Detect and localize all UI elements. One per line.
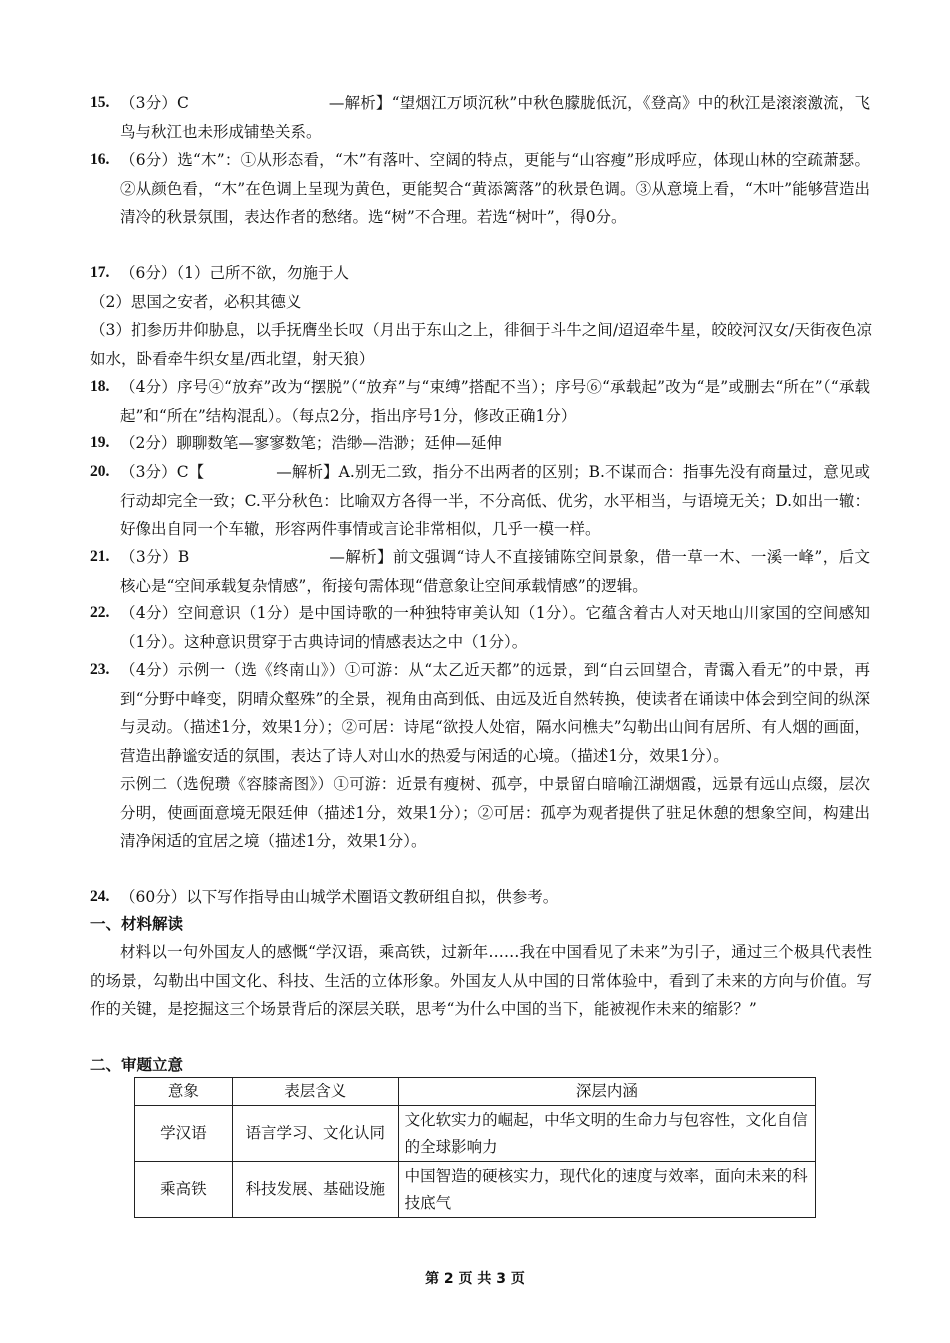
answer-19-text: （2分）聊聊数笔—寥寥数笔；浩缈—浩渺；廷伸—延伸 (120, 434, 502, 452)
topic-analysis-table (134, 1077, 816, 1218)
answer-24-text: （60分）以下写作指导由山城学术圈语文教研组自拟，供参考。 (120, 888, 559, 906)
section-heading-material: 一、材料解读 (90, 915, 184, 933)
answer-22 (90, 599, 870, 656)
page-number-footer: 第 2 页 共 3 页 (425, 1271, 525, 1287)
question-number: 16. (90, 151, 110, 168)
table-cell: 学汉语 (135, 1106, 233, 1162)
answer-17-line-1: （6分）（1）己所不欲，勿施于人 (120, 264, 349, 282)
table-header-cell: 深层内涵 (398, 1078, 815, 1106)
answer-15-text: —解析】“望烟江万顷沉秋”中秋色朦胧低沉，《登高》中的秋江是滚滚激流，飞鸟与秋江也未形成铺垫关系。 (120, 94, 870, 141)
table-row (135, 1106, 816, 1162)
answer-16 (90, 146, 870, 232)
question-number: 20. (90, 463, 110, 480)
answer-23 (90, 656, 870, 856)
question-number: 15. (90, 94, 110, 111)
answer-21 (90, 543, 870, 600)
answer-15-score: （3分）C (120, 94, 189, 112)
answer-23-text-2: 示例二（选倪瓒《容膝斋图》）①可游：近景有瘦树、孤亭，中景留白暗喻江湖烟霞，远景有远山点缀，层次分明，使画面意境无限廷伸（描述1分，效果1分）；②可居：孤亭为观者提供了驻足休憩的想象空间，构建出清净闲适的宜居之境（描述1分，效果1分）。 (120, 775, 870, 850)
answer-17 (90, 259, 870, 288)
question-number: 23. (90, 661, 110, 678)
table-cell: 语言学习、文化认同 (232, 1106, 398, 1162)
table-header-cell: 表层含义 (232, 1078, 398, 1106)
question-number: 19. (90, 434, 110, 451)
answer-21-text: —解析】前文强调“诗人不直接铺陈空间景象，借一草一木、一溪一峰”，后文核心是“空间承载复杂情感”，衔接句需体现“借意象让空间承载情感”的逻辑。 (120, 548, 870, 595)
table-header-cell: 意象 (135, 1078, 233, 1106)
answer-20 (90, 458, 870, 544)
answer-17-line-3: （3）扪参历井仰胁息，以手抚膺坐长叹（月出于东山之上，徘徊于斗牛之间/迢迢牵牛星，皎皎河汉女/天街夜色凉如水，卧看牵牛织女星/西北望，射天狼） (90, 321, 872, 368)
answer-20-score: （3分）C【 (120, 463, 205, 481)
answer-23-text: （4分）示例一（选《终南山》）①可游：从“太乙近天都”的远景，到“白云回望合，青霭入看无”的中景，再到“分野中峰变，阴晴众壑殊”的全景，视角由高到低、由远及近自然转换，使读者在诵读中体会到空间的纵深与灵动。（描述1分，效果1分）；②可居：诗尾“欲投人处宿，隔水问樵夫”勾勒出山间有居所、有人烟的画面，营造出静谧安适的氛围，表达了诗人对山水的热爱与闲适的心境。（描述1分，效果1分）。 (120, 661, 870, 765)
question-number: 21. (90, 548, 110, 565)
table-cell: 文化软实力的崛起，中华文明的生命力与包容性，文化自信的全球影响力 (398, 1106, 815, 1162)
table-cell: 乘高铁 (135, 1162, 233, 1218)
question-number: 22. (90, 604, 110, 621)
question-number: 18. (90, 378, 110, 395)
table-row (135, 1162, 816, 1218)
answer-18 (90, 373, 870, 430)
answer-21-score: （3分）B (120, 548, 190, 566)
answer-19 (90, 429, 870, 458)
answer-24 (90, 883, 870, 912)
question-number: 24. (90, 888, 110, 905)
material-interpretation-text: 材料以一句外国友人的感慨“学汉语，乘高铁，过新年……我在中国看见了未来”为引子，通过三个极具代表性的场景，勾勒出中国文化、科技、生活的立体形象。外国友人从中国的日常体验中，看到了未来的方向与价值。写作的关键，是挖掘这三个场景背后的深层关联，思考“为什么中国的当下，能被视作未来的缩影？” (90, 943, 872, 1018)
question-number: 17. (90, 264, 110, 281)
answer-18-text: （4分）序号④“放弃”改为“摆脱”（“放弃”与“束缚”搭配不当）；序号⑥“承载起”改为“是”或删去“所在”（“承载起”和“所在”结构混乱）。（每点2分，指出序号1分，修改正确1分） (120, 378, 870, 425)
table-cell: 中国智造的硬核实力，现代化的速度与效率，面向未来的科技底气 (398, 1162, 815, 1218)
answer-22-text: （4分）空间意识（1分）是中国诗歌的一种独特审美认知（1分）。它蕴含着古人对天地山川家国的空间感知（1分）。这种意识贯穿于古典诗词的情感表达之中（1分）。 (120, 604, 870, 651)
answer-20-text: —解析】A.别无二致，指分不出两者的区别；B.不谋而合：指事先没有商量过，意见或行动却完全一致；C.平分秋色：比喻双方各得一半，不分高低、优劣，水平相当，与语境无关；D.如出一辙：好像出自同一个车辙，形容两件事情或言论非常相似，几乎一模一样。 (120, 463, 870, 538)
answer-15 (90, 89, 870, 146)
answer-17-line-2: （2）思国之安者，必积其德义 (90, 293, 302, 311)
answer-16-text: （6分）选“木”：①从形态看，“木”有落叶、空阔的特点，更能与“山容瘦”形成呼应，体现山林的空疏萧瑟。②从颜色看，“木”在色调上呈现为黄色，更能契合“黄添篱落”的秋景色调。③从意境上看，“木叶”能够营造出清冷的秋景氛围，表达作者的愁绪。选“树”不合理。若选“树叶”，得0分。 (120, 151, 870, 226)
table-cell: 科技发展、基础设施 (232, 1162, 398, 1218)
section-heading-topic: 二、审题立意 (90, 1056, 184, 1074)
table-header-row (135, 1078, 816, 1106)
